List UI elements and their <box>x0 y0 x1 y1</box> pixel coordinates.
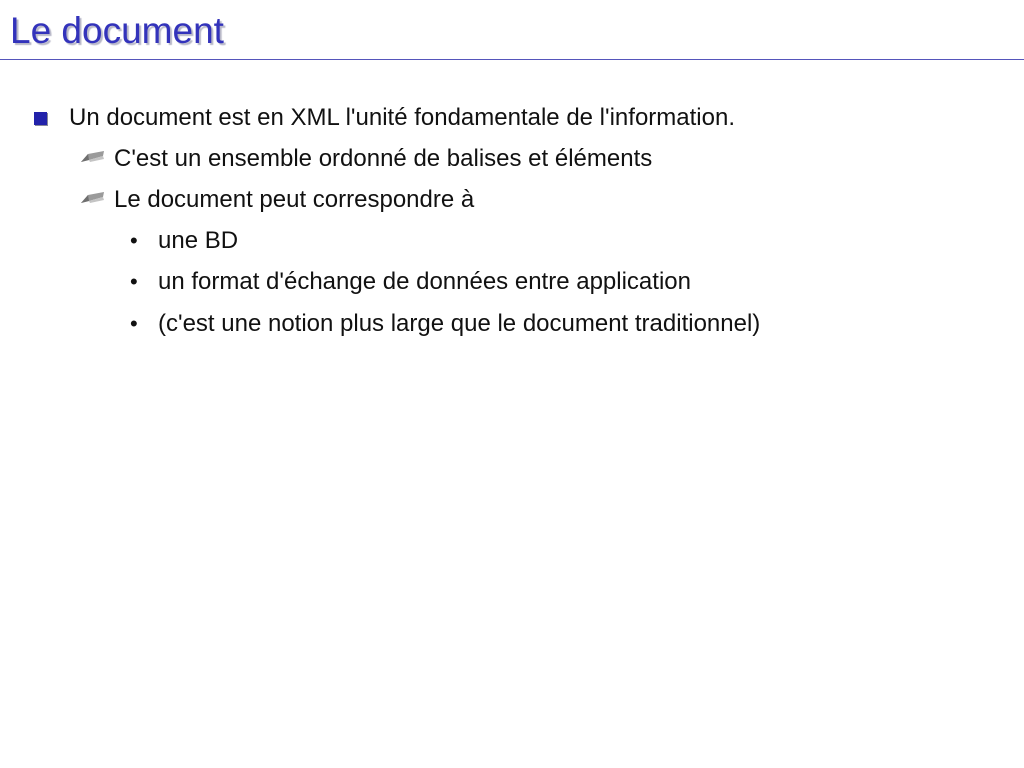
square-bullet-icon <box>34 112 47 125</box>
bullet-text: C'est un ensemble ordonné de balises et éléments <box>114 145 653 172</box>
bullet-text: une BD <box>158 227 239 254</box>
pen-bullet-icon <box>80 150 106 164</box>
bullet-text: Le document peut correspondre à <box>114 186 475 213</box>
dot-bullet-icon: • <box>130 311 138 336</box>
slide-title: Le document <box>10 10 224 51</box>
pen-bullet-icon <box>80 191 106 205</box>
title-divider <box>0 59 1024 60</box>
dot-bullet-icon: • <box>130 269 138 294</box>
bullet-text: un format d'échange de données entre application <box>158 268 691 295</box>
bullet-text: (c'est une notion plus large que le document traditionnel) <box>158 310 761 337</box>
bullet-text: Un document est en XML l'unité fondamentale de l'information. <box>69 104 735 131</box>
dot-bullet-icon: • <box>130 228 138 253</box>
